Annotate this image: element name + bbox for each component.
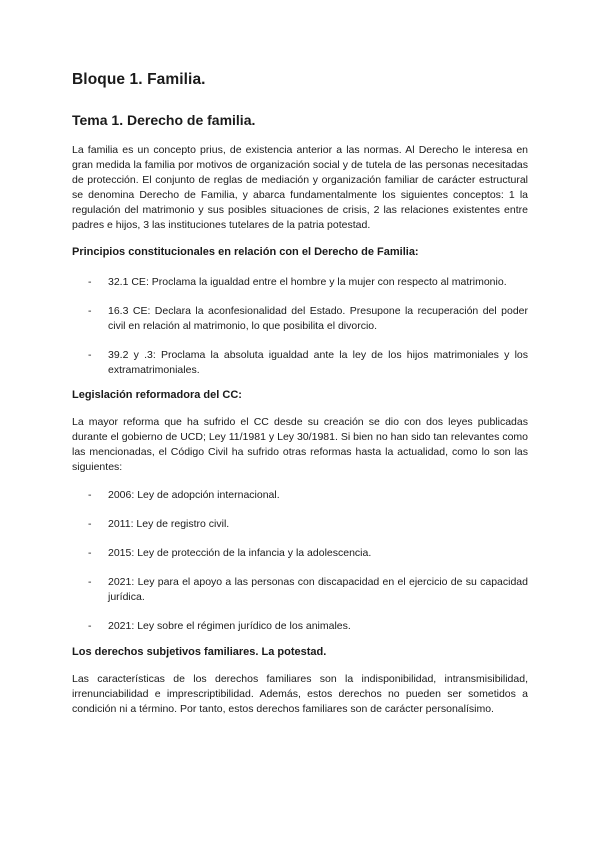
list-item — [72, 575, 528, 605]
principios-list — [72, 275, 528, 378]
list-item — [72, 275, 528, 290]
list-item-text: 2021: Ley para el apoyo a las personas con discapacidad en el ejercicio de su capacidad jurídica. — [108, 576, 528, 603]
bullet-dash: - — [88, 576, 92, 588]
tema-title: Tema 1. Derecho de familia. — [72, 112, 256, 128]
bullet-dash: - — [88, 349, 92, 361]
principios-heading: Principios constitucionales en relación con el Derecho de Familia: — [72, 246, 419, 258]
list-item-text: 2011: Ley de registro civil. — [108, 518, 230, 530]
bullet-dash: - — [88, 305, 92, 317]
list-item — [72, 348, 528, 378]
bullet-dash: - — [88, 489, 92, 501]
derechos-paragraph: Las características de los derechos familiares son la indisponibilidad, intransmisibilidad, irrenunciabilidad e imprescriptibilidad. Además, estos derechos no pueden ser sometidos a condición ni a término. Por tanto, estos derechos familiares son de carácter personalísimo. — [72, 673, 528, 715]
bullet-dash: - — [88, 518, 92, 530]
intro-paragraph: La familia es un concepto prius, de existencia anterior a las normas. Al Derecho le interesa en gran medida la familia por motivos de organización social y de tutela de las personas necesitadas de protección. El conjunto de reglas de mediación y organización familiar de carácter estructural se denomina Derecho de Familia, y abarca fundamentalmente los siguientes conceptos: 1 la regulación del matrimonio y sus posibles situaciones de crisis, 2 las relaciones existentes entre padres e hijos, 3 las instituciones tutelares de la patria potestad. — [72, 144, 528, 231]
list-item-text: 32.1 CE: Proclama la igualdad entre el hombre y la mujer con respecto al matrimonio. — [108, 276, 507, 288]
list-item — [72, 546, 528, 561]
list-item-text: 2006: Ley de adopción internacional. — [108, 489, 280, 501]
list-item-text: 16.3 CE: Declara la aconfesionalidad del Estado. Presupone la recuperación del poder civil en relación al matrimonio, lo que posibilita el divorcio. — [108, 305, 528, 332]
list-item-text: 2015: Ley de protección de la infancia y la adolescencia. — [108, 547, 372, 559]
reformas-list — [72, 488, 528, 634]
list-item — [72, 619, 528, 634]
document-page — [72, 70, 528, 728]
list-item — [72, 304, 528, 334]
list-item — [72, 488, 528, 503]
legislacion-heading: Legislación reformadora del CC: — [72, 389, 242, 401]
bullet-dash: - — [88, 620, 92, 632]
bullet-dash: - — [88, 276, 92, 288]
list-item — [72, 517, 528, 532]
list-item-text: 2021: Ley sobre el régimen jurídico de los animales. — [108, 620, 351, 632]
legislacion-paragraph: La mayor reforma que ha sufrido el CC desde su creación se dio con dos leyes publicadas durante el gobierno de UCD; Ley 11/1981 y Ley 30/1981. Si bien no han sido tan relevantes como las mencionadas, el Código Civil ha sufrido otras reformas hasta la actualidad, como lo son las siguientes: — [72, 416, 528, 473]
bloque-title: Bloque 1. Familia. — [72, 71, 206, 88]
derechos-heading: Los derechos subjetivos familiares. La potestad. — [72, 646, 327, 658]
list-item-text: 39.2 y .3: Proclama la absoluta igualdad ante la ley de los hijos matrimoniales y los extramatrimoniales. — [108, 349, 528, 376]
bullet-dash: - — [88, 547, 92, 559]
